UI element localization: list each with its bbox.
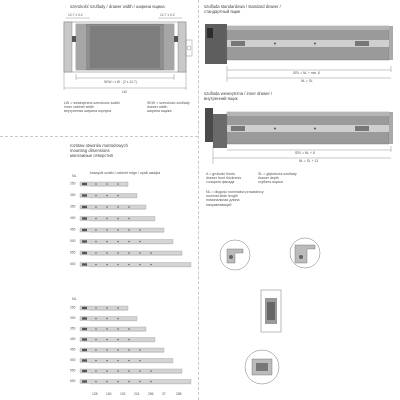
horizontal-divider (0, 136, 198, 137)
lower-rail (80, 348, 164, 352)
upper-mount-hole (106, 206, 108, 208)
lower-dim-value: 37 (162, 392, 166, 396)
lower-mount-hole (128, 339, 130, 341)
dim-lw-label: LW (122, 90, 127, 94)
lower-mount-hole (139, 360, 141, 362)
lower-rail-clip (82, 317, 87, 319)
lower-mount-hole (139, 349, 141, 351)
lower-mount-hole (106, 381, 108, 383)
lower-length-label: 450 (70, 347, 76, 352)
lower-rail-clip (82, 380, 87, 382)
upper-mount-hole (95, 206, 97, 208)
upper-length-label: 500 (70, 239, 76, 243)
lower-mount-hole (150, 381, 152, 383)
lower-mount-hole (117, 360, 119, 362)
note-nl: NL = długość nominalna prowadnicy nominal slide length номинальная длина направляющей (206, 190, 264, 207)
lower-rail (80, 306, 128, 310)
upper-mount-hole (139, 229, 141, 231)
upper-rail (80, 182, 128, 186)
lower-dim-value: 128 (92, 392, 98, 396)
upper-rail-clip (82, 206, 87, 208)
lower-rail-clip (82, 338, 87, 340)
upper-mount-hole (95, 183, 97, 185)
lower-rail (80, 327, 146, 331)
upper-mount-hole (117, 241, 119, 243)
lower-rail-clip (82, 349, 87, 351)
lower-length-label: 600 (70, 379, 76, 383)
upper-mount-hole (128, 218, 130, 220)
upper-mount-hole (95, 264, 97, 266)
upper-rail-clip (82, 194, 87, 196)
upper-mount-hole (95, 241, 97, 243)
upper-mount-hole (106, 241, 108, 243)
lower-mount-hole (150, 370, 152, 372)
lower-rail (80, 359, 173, 363)
upper-length-label: 600 (70, 262, 76, 266)
lower-mount-hole (95, 370, 97, 372)
drawer-width-heading: szerokość szuflady / drawer width / ширина ящика (70, 4, 165, 9)
standard-drawer-diagram (205, 22, 395, 84)
nl-label-a: NL (72, 174, 77, 178)
detail-circle-right (285, 233, 325, 273)
lower-mount-hole (106, 339, 108, 341)
upper-mount-hole (106, 195, 108, 197)
note-a: A = grubość frontu drawer front thickness толщина фасада (206, 172, 242, 185)
upper-rail-clip (82, 252, 87, 254)
upper-mount-hole (106, 229, 108, 231)
upper-mount-hole (117, 229, 119, 231)
drawer-width-diagram (60, 10, 195, 110)
standard-drawer-heading: szuflada standardowa / standard drawer / стандартный ящик (204, 4, 281, 14)
lower-mount-hole (95, 328, 97, 330)
upper-mount-hole (139, 241, 141, 243)
upper-mount-hole (128, 206, 130, 208)
lower-mount-hole (106, 318, 108, 320)
lower-mount-hole (128, 349, 130, 351)
skw-note: SKW = szerokość szuflady drawer width ширина ящика (147, 101, 190, 114)
upper-mount-hole (95, 218, 97, 220)
lower-mount-hole (139, 370, 141, 372)
lower-mount-hole (95, 318, 97, 320)
upper-mount-hole (150, 252, 152, 254)
inner-drawer-diagram (205, 108, 395, 168)
lower-mount-hole (128, 328, 130, 330)
upper-length-label: 300 (70, 193, 76, 197)
upper-mount-hole (117, 218, 119, 220)
upper-rail-clip (82, 229, 87, 231)
dim-skw-label: SKW = LW - (2 x 12.7) (104, 80, 137, 84)
dim-left-label: 12.7 ± 0.2 (68, 13, 83, 17)
lower-length-label: 350 (70, 326, 76, 331)
upper-length-label: 350 (70, 204, 76, 209)
lower-rail (80, 317, 137, 321)
upper-mount-hole (95, 229, 97, 231)
upper-mount-hole (95, 252, 97, 254)
upper-mount-hole (106, 183, 108, 185)
cabinet-edge-label: krawędź szafki / cabinet edge / край шкафа (90, 171, 161, 175)
lower-length-label: 300 (70, 316, 76, 320)
upper-length-label: 400 (70, 216, 76, 220)
lower-mount-hole (106, 328, 108, 330)
upper-rail-clip (82, 263, 87, 265)
lower-rail-clip (82, 370, 87, 372)
lower-mount-hole (106, 370, 108, 372)
upper-rail (80, 228, 164, 232)
mounting-heading: rozstaw otworów montażowych mounting dimensions монтажные отверстия (70, 143, 128, 158)
upper-length-label: 450 (70, 227, 76, 232)
lower-mount-hole (106, 349, 108, 351)
upper-mount-hole (139, 252, 141, 254)
upper-mount-hole (117, 183, 119, 185)
upper-mount-hole (117, 252, 119, 254)
lower-rail-clip (82, 307, 87, 309)
lower-mount-hole (117, 339, 119, 341)
upper-rail (80, 240, 173, 244)
lower-mount-hole (95, 307, 97, 309)
upper-mount-hole (106, 264, 108, 266)
lower-mount-hole (139, 381, 141, 383)
upper-rail-clip (82, 240, 87, 242)
upper-mount-hole (117, 264, 119, 266)
lower-mount-hole (95, 339, 97, 341)
lower-mount-hole (117, 307, 119, 309)
lower-mount-hole (95, 360, 97, 362)
lower-mount-hole (95, 381, 97, 383)
lower-mount-hole (106, 360, 108, 362)
upper-mount-hole (117, 195, 119, 197)
upper-mount-hole (128, 241, 130, 243)
lower-length-label: 400 (70, 337, 76, 341)
upper-rail-clip (82, 183, 87, 185)
nl-label-b: NL (72, 297, 77, 301)
lower-length-label: 500 (70, 358, 76, 362)
upper-mount-hole (117, 206, 119, 208)
lower-mount-hole (117, 381, 119, 383)
lower-dim-value: 224 (134, 392, 140, 396)
standard-dim2-label: NL = SL (301, 79, 313, 83)
note-sl: SL = głębokość szuflady drawer depth глубина ящика (258, 172, 297, 185)
upper-mount-hole (128, 229, 130, 231)
upper-mount-hole (106, 218, 108, 220)
upper-mount-hole (95, 195, 97, 197)
inner-dim2-label: NL = SL + 13 (299, 159, 319, 163)
detail-circle-bottom (240, 345, 284, 389)
lower-length-label: 250 (70, 305, 76, 310)
inner-drawer-heading: szuflada wewnętrzna / inner drawer / внутренний ящик (204, 91, 273, 101)
upper-mount-hole (106, 252, 108, 254)
standard-dim1-label: SRL = NL + min. 8 (293, 71, 320, 75)
lower-mount-hole (106, 307, 108, 309)
upper-mount-hole (139, 264, 141, 266)
lower-mount-hole (117, 328, 119, 330)
mounting-rails-upper (70, 180, 200, 280)
lower-mount-hole (95, 349, 97, 351)
upper-mount-hole (128, 252, 130, 254)
inner-dim1-label: SRL = NL + 8 (295, 151, 315, 155)
upper-length-label: 550 (70, 250, 76, 255)
upper-rail-clip (82, 217, 87, 219)
lower-length-label: 550 (70, 368, 76, 373)
lower-dim-value: 288 (176, 392, 182, 396)
upper-rail (80, 205, 146, 209)
lower-mount-hole (117, 349, 119, 351)
mounting-rails-lower (70, 302, 200, 398)
lower-dim-value: 192 (120, 392, 126, 396)
upper-rail (80, 194, 137, 198)
lower-rail-clip (82, 359, 87, 361)
lower-dim-value: 256 (148, 392, 154, 396)
detail-slide-section (257, 288, 285, 336)
upper-mount-hole (128, 264, 130, 266)
lower-mount-hole (117, 318, 119, 320)
lower-rail-clip (82, 328, 87, 330)
dim-right-label: 12.7 ± 0.2 (160, 13, 175, 17)
detail-circle-left (215, 235, 255, 275)
upper-length-label: 250 (70, 181, 76, 186)
lower-mount-hole (117, 370, 119, 372)
lower-mount-hole (128, 360, 130, 362)
lower-mount-hole (128, 381, 130, 383)
lower-mount-hole (128, 370, 130, 372)
lw-note: LW = wewnętrzna szerokość szafki inner cabinet width внутренняя ширина корпуса (64, 101, 120, 114)
upper-mount-hole (150, 264, 152, 266)
lower-dim-value: 160 (106, 392, 112, 396)
